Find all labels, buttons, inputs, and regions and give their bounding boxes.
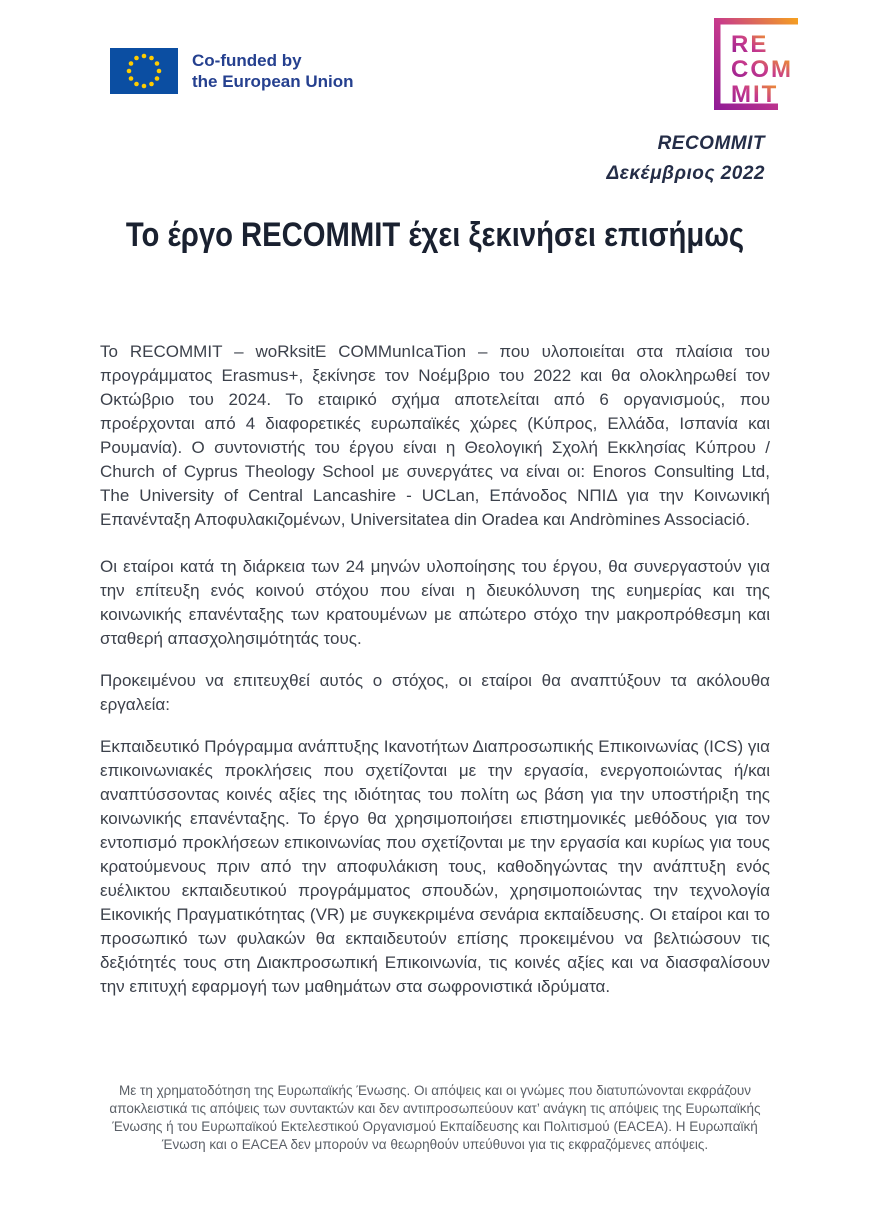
body-paragraph-goal: Προκειμένου να επιτευχθεί αυτός ο στόχος, οι εταίροι θα αναπτύξουν τα ακόλουθα εργαλεία:	[100, 671, 770, 714]
page-title: Το έργο RECOMMIT έχει ξεκινήσει επισήμως	[125, 216, 745, 254]
recommit-logo-line1: RE	[731, 31, 769, 58]
eu-cofunded-label	[192, 50, 354, 92]
body-paragraph-partners: Οι εταίροι κατά τη διάρκεια των 24 μηνών υλοποίησης του έργου, θα συνεργαστούν για την επίτευξη ενός κοινού στόχου που είναι η διευκόλυνση της ευημερίας και της κοινωνικής επανένταξης των κρατουμένων με απώτερο στόχο την μακροπρόθεσμη και σταθερή απασχολησιμότητάς τους.	[100, 557, 770, 648]
eu-flag-icon	[110, 48, 178, 94]
recommit-logo-icon	[704, 14, 818, 114]
newsletter-date: Δεκέμβριος 2022	[606, 163, 765, 184]
recommit-logo-line2: COM	[731, 56, 793, 83]
eu-cofunded-logo	[110, 48, 354, 94]
eu-cofunded-line2: the European Union	[192, 72, 354, 91]
body-paragraph-tools: Εκπαιδευτικό Πρόγραμμα ανάπτυξης Ικανοτήτων Διαπροσωπικής Επικοινωνίας (ICS) για επικοινωνιακές προκλήσεις που σχετίζονται με την εργασία, ενεργοποιώντας ή/και αναπτύσσοντας κοινές αξίες της ιδιότητας του πολίτη ως βάση για την υποστήριξη της κοινωνικής επανένταξης. Το έργο θα χρησιμοποιήσει επιστημονικές μεθόδους για τον εντοπισμό προκλήσεων επικοινωνίας που σχετίζονται με την εργασία και κυρίως για τους κρατούμενους πριν από την αποφυλάκιση τους, καθοδηγώντας την ανάπτυξη ενός ευέλικτου εκπαιδευτικού προγράμματος σπουδών, χρησιμοποιώντας την τεχνολογία Εικονικής Πραγματικότητας (VR) με συγκεκριμένα σενάρια εκπαίδευσης. Οι εταίροι και το προσωπικό των φυλακών θα εκπαιδευτούν επίσης προκειμένου να βελτιώσουν τις δεξιότητές τους στη Διακπροσωπική Επικοινωνία, τις κοινές αξίες και να διασφαλίσουν την επιτυχή εφαρμογή των μαθημάτων στα σωφρονιστικά ιδρύματα.	[100, 737, 770, 996]
body-paragraph-intro: Το RECOMMIT – woRksitE COMMunIcaTion – που υλοποιείται στα πλαίσια του προγράμματος Erasmus+, ξεκίνησε τον Νοέμβριο του 2022 και θα ολοκληρωθεί τον Οκτώβριο του 2024. Το εταιρικό σχήμα αποτελείται από 6 οργανισμούς, που προέρχονται από 4 διαφορετικές ευρωπαϊκές χώρες (Κύπρος, Ελλάδα, Ισπανία και Ρουμανία). Ο συντονιστής του έργου είναι η Θεολογική Σχολή Εκκλησίας Κύπρου / Church of Cyprus Theology School με συνεργάτες να είναι οι: Enoros Consulting Ltd, The University of Central Lancashire - UCLan, Επάνοδος ΝΠΙΔ για την Κοινωνική Επανένταξη Αποφυλακιζομένων, Universitatea din Oradea και Andròmines Associació.	[100, 342, 770, 529]
article-body	[100, 340, 770, 1022]
newsletter-name: RECOMMIT	[657, 133, 765, 154]
eu-cofunded-line1: Co-funded by	[192, 51, 302, 70]
recommit-logo-line3: MIT	[731, 81, 779, 108]
funding-disclaimer: Με τη χρηματοδότηση της Ευρωπαϊκής Ένωσης. Οι απόψεις και οι γνώμες που διατυπώνονται εκφράζουν αποκλειστικά τις απόψεις των συντακτών και δεν αντιπροσωπεύουν κατ’ ανάγκη τις απόψεις της Ευρωπαϊκής Ένωσης ή του Ευρωπαϊκού Εκτελεστικού Οργανισμού Εκπαίδευσης και Πολιτισμού (EACEA). Η Ευρωπαϊκή Ένωση και ο EACEA δεν μπορούν να θεωρηθούν υπεύθυνοι για τις εκφραζόμενες απόψεις.	[109, 1083, 761, 1152]
newsletter-meta	[607, 129, 766, 189]
